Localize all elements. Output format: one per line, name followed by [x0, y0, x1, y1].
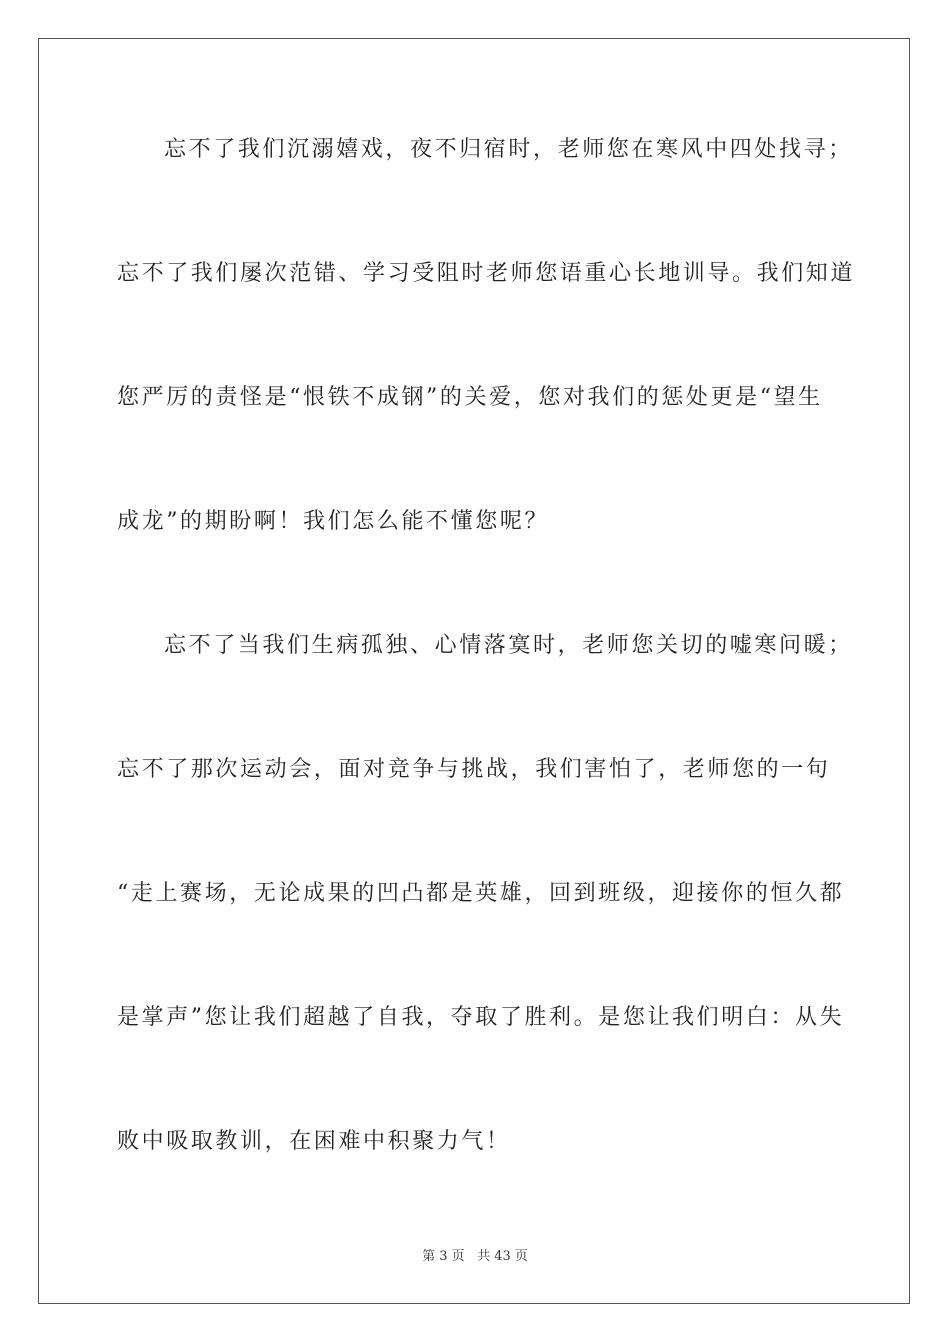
paragraph-line: 忘不了当我们生病孤独、心情落寞时，老师您关切的嘘寒问暖；: [164, 633, 853, 658]
paragraph-line: 成龙”的期盼啊！我们怎么能不懂您呢？: [117, 509, 550, 534]
paragraph-line: 忘不了我们沉溺嬉戏，夜不归宿时，老师您在寒风中四处找寻；: [164, 137, 853, 162]
paragraph-line: 是掌声”您让我们超越了自我，夺取了胜利。是您让我们明白：从失: [117, 1005, 845, 1030]
paragraph-line: 忘不了我们屡次范错、学习受阻时老师您语重心长地训导。我们知道: [117, 261, 856, 286]
paragraph-line: 您严厉的责怪是“恨铁不成钢”的关爱，您对我们的惩处更是“望生: [117, 385, 823, 410]
paragraph-line: “走上赛场，无论成果的凹凸都是英雄，回到班级，迎接你的恒久都: [117, 881, 845, 906]
page-border: [38, 38, 910, 1304]
page-number: 第 3 页: [422, 1249, 465, 1264]
paragraph-line: 败中吸取教训，在困难中积聚力气！: [117, 1129, 511, 1154]
page-footer: [0, 1248, 950, 1266]
footer-spacer: [465, 1249, 477, 1264]
paragraph-line: 忘不了那次运动会，面对竞争与挑战，我们害怕了，老师您的一句: [117, 757, 831, 782]
page-total: 共 43 页: [477, 1249, 528, 1264]
